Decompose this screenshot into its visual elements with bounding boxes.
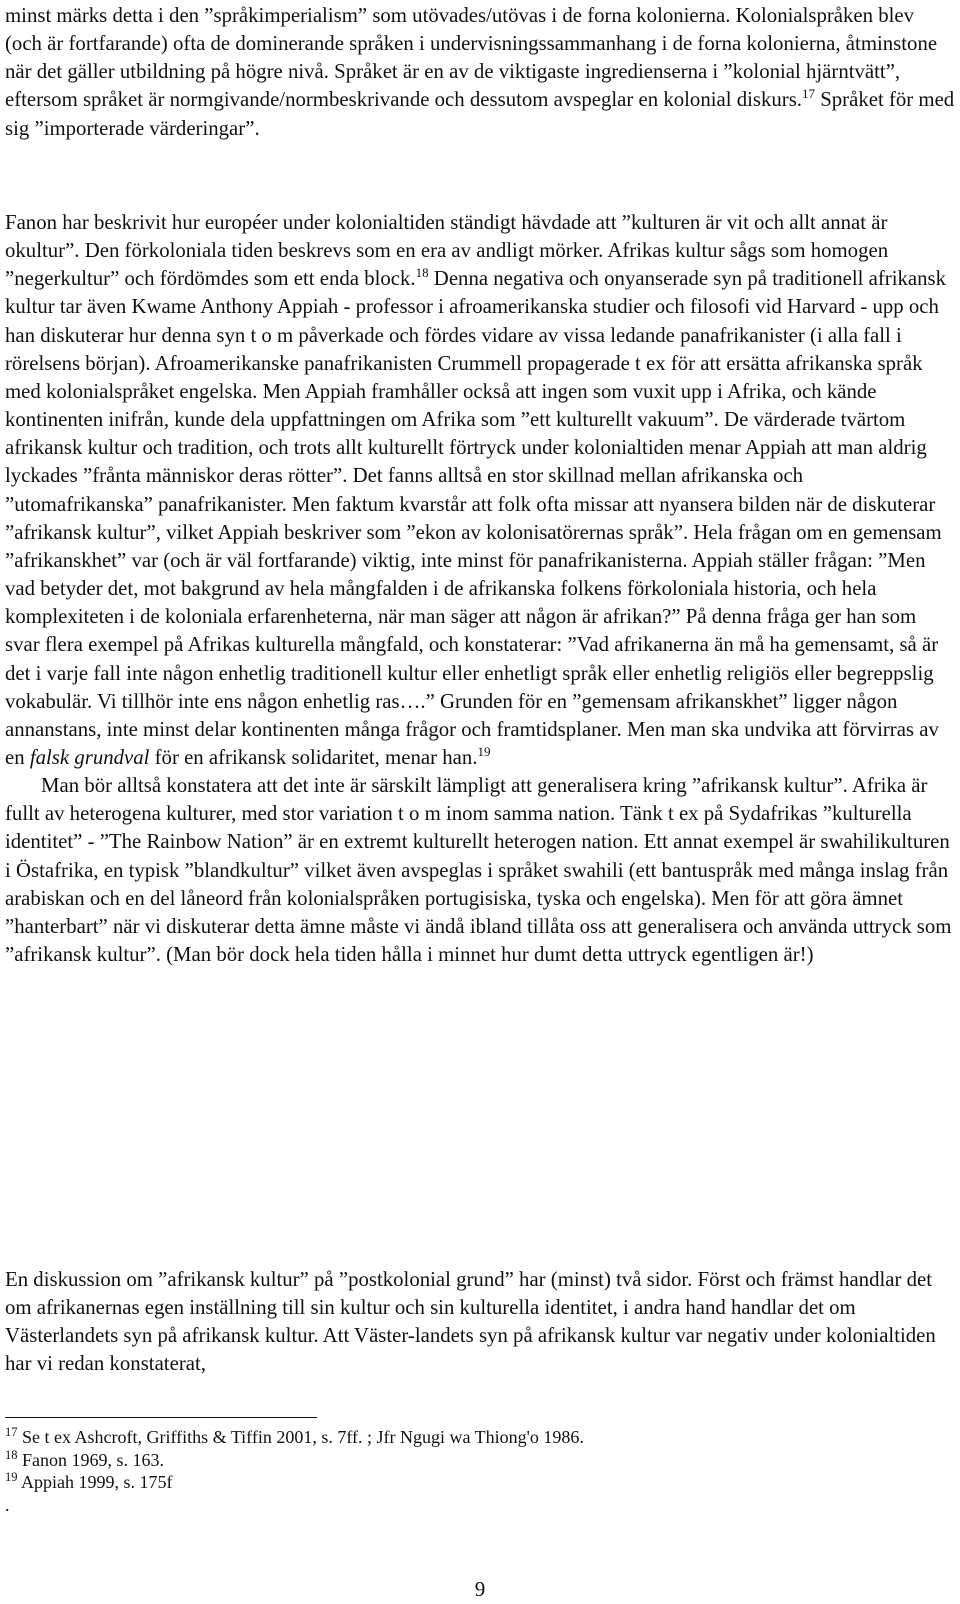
body-paragraph-1 xyxy=(5,2,955,143)
text-run: minst märks detta i den ”språkimperialism” som utövades/utövas i de forna kolonierna. Kolonialspråken blev (och är fortfarande) ofta de dominerande språken i undervisningssammanhang i de forna kolonierna, åtminstone när det gäller utbildning på högre nivå. Språket är en av de viktigaste ingredienserna i ”kolonial hjärntvätt”, eftersom språket är normgivande/normbeskrivande och dessutom avspeglar en kolonial diskurs. xyxy=(5,4,938,112)
body-paragraph-3 xyxy=(5,1266,955,1379)
text-run: Denna negativa och onyanserade syn på traditionell afrikansk kultur tar även Kwame Anthony Appiah - professor i afroamerikanska studier och filosofi vid Harvard - upp och han diskuterar hur denna syn t o m påverkade och fördes vidare av vissa ledande panafrikanister (i alla fall i rörelsens början). Afroamerikanske panafrikanisten Crummell propagerade t ex för att ersätta afrikanska språk med kolonialspråket engelska. Men Appiah framhåller också att ingen som vuxit upp i Afrika, och kände kontinenten inifrån, kunde dela uppfattningen om Afrika som ”ett kulturellt vakuum”. De värderade tvärtom afrikansk kultur och tradition, och trots allt kulturellt förtryck under kolonialtiden menar Appiah att man aldrig lyckades ”frånta människor deras rötter”. Det fanns alltså en stor skillnad mellan afrikanska och ”utomafrikanska” panafrikanister. Men faktum kvarstår att folk ofta missar att nyansera bilden när de diskuterar ”afrikansk kultur”, vilket Appiah beskriver som ”ekon av kolonisatörernas språk”. Hela frågan om en gemensam ”afrikanskhet” var (och är väl fortfarande) viktig, inte minst för panafrikanisterna. Appiah ställer frågan: ”Men vad betyder det, mot bakgrund av hela mångfalden i de afrikanska folkens förkoloniala historia, och hela komplexiteten i de koloniala erfarenheterna, när man säger att någon är afrikan?” På denna fråga ger han som svar flera exempel på Afrikas kulturella mångfald, och konstaterar: ”Vad afrikanerna än må ha gemensamt, så är det i varje fall inte någon enhetlig traditionell kultur eller enhetligt språk eller enhetlig religiös eller begreppslig vokabulär. Vi tillhör inte ens någon enhetlig ras….” Grunden för en ”gemensam afrikanskhet” ligger någon annanstans, inte minst delar kontinenten många frågor och framtidsplaner. Men man ska undvika att förvirras av en xyxy=(5,267,947,769)
text-run: för en afrikansk solidaritet, menar han. xyxy=(149,745,478,769)
footnote-text: Appiah 1999, s. 175f xyxy=(17,1472,173,1492)
footnote-number: 18 xyxy=(5,1447,18,1462)
footnote-number: 17 xyxy=(5,1425,18,1439)
footnote-18 xyxy=(5,1449,955,1472)
footnote-reference: 17 xyxy=(802,86,816,102)
emphasis-text: falsk grundval xyxy=(29,745,150,769)
footnotes xyxy=(5,1426,955,1516)
text-run: Språket för med sig ”importerade värderingar”. xyxy=(5,88,955,140)
footnote-text: Fanon 1969, s. 163. xyxy=(17,1449,165,1470)
footnote-reference: 19 xyxy=(477,744,491,760)
footnote-17 xyxy=(5,1426,955,1449)
footnote-reference: 18 xyxy=(415,265,429,281)
footnote-separator xyxy=(5,1417,317,1418)
text-run: Man bör alltså konstatera att det inte är särskilt lämpligt att generalisera kring ”afrikansk kultur”. Afrika är fullt av heterogena kulturer, med stor variation t o m inom samma nation. Tänk t ex på Sydafrikas ”kulturella identitet” - ”The Rainbow Nation” är en extremt kulturellt heterogen nation. Ett annat exempel är swahilikulturen i Östafrika, en typisk ”blandkultur” vilket även avspeglas i språket swahili (ett bantuspråk med många inslag från arabiskan och en del låneord från kolonialspråken portugisiska, tyska och engelska). Men för att göra ämnet ”hanterbart” när vi diskuterar detta ämne måste vi ändå ibland tillåta oss att generalisera och använda uttryck som ”afrikansk kultur”. (Man bör dock hela tiden hålla i minnet hur dumt detta uttryck egentligen är!) xyxy=(5,774,952,967)
footnote-text: Se t ex Ashcroft, Griffiths & Tiffin 2001, s. 7ff. ; Jfr Ngugi wa Thiong'o 1986. xyxy=(17,1427,584,1447)
page-number: 9 xyxy=(474,1577,486,1601)
text-run: En diskussion om ”afrikansk kultur” på ”postkolonial grund” har (minst) två sidor. Först och främst handlar det om afrikanernas egen inställning till sin kultur och sin kulturella identitet, i andra hand handlar det om Västerlandets syn på afrikansk kultur. Att Väster-landets syn på afrikansk kultur var negativ under kolonialtiden har vi redan konstaterat, xyxy=(5,1268,936,1376)
footnote-number: 19 xyxy=(5,1470,18,1484)
text-run: Fanon har beskrivit hur européer under kolonialtiden ständigt hävdade att ”kulturen är vit och allt annat är okultur”. Den förkoloniala tiden beskrevs som en era av andligt mörker. Afrikas kultur sågs som homogen ”negerkultur” och fördömdes som ett enda block. xyxy=(5,211,889,291)
body-paragraph-2 xyxy=(5,209,955,969)
footnote-19 xyxy=(5,1471,955,1494)
footnote-trailing-mark: . xyxy=(5,1494,10,1515)
